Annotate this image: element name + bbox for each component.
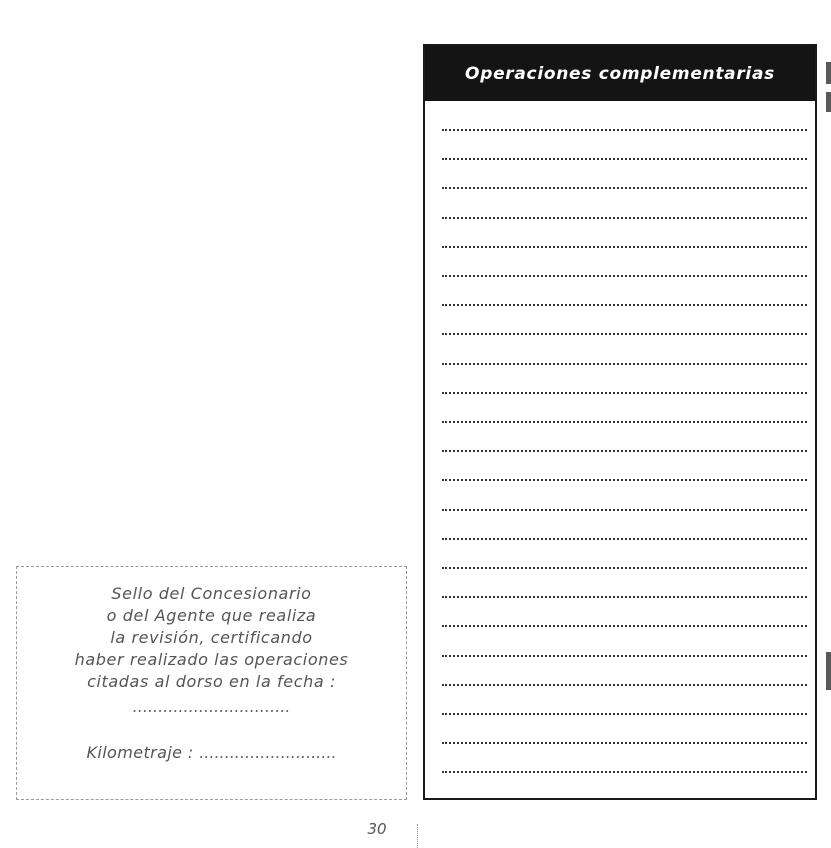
write-line [442, 655, 807, 657]
write-line [442, 363, 807, 365]
date-blank: ............................... [132, 697, 291, 716]
write-line [442, 742, 807, 744]
write-line [442, 479, 807, 481]
write-line [442, 625, 807, 627]
gutter-fold-mark [417, 824, 418, 848]
write-line [442, 567, 807, 569]
panel-header [425, 46, 815, 101]
write-line [442, 304, 807, 306]
stamp-line-5: citadas al dorso en la fecha : [87, 672, 336, 691]
write-line [442, 509, 807, 511]
write-line [442, 129, 807, 131]
stamp-line-3: la revisión, certificando [110, 628, 313, 647]
write-line [442, 217, 807, 219]
stamp-line-2: o del Agente que realiza [106, 606, 317, 625]
page-number: 30 [367, 820, 387, 838]
write-line [442, 187, 807, 189]
page-edge-mark-bottom [826, 652, 831, 690]
complementary-operations-panel [423, 44, 817, 800]
write-line [442, 392, 807, 394]
stamp-text [17, 583, 406, 693]
dealer-stamp-box [16, 566, 407, 800]
write-line [442, 246, 807, 248]
write-line [442, 450, 807, 452]
write-line [442, 771, 807, 773]
write-line [442, 158, 807, 160]
write-line [442, 684, 807, 686]
write-line [442, 713, 807, 715]
write-line [442, 596, 807, 598]
panel-title: Operaciones complementarias [465, 63, 775, 84]
write-line [442, 421, 807, 423]
stamp-line-4: haber realizado las operaciones [74, 650, 349, 669]
write-line [442, 333, 807, 335]
stamp-line-1: Sello del Concesionario [111, 584, 312, 603]
mileage-row [17, 743, 406, 762]
mileage-label: Kilometraje : [86, 743, 194, 762]
write-line [442, 275, 807, 277]
write-line [442, 538, 807, 540]
page-edge-mark-top [826, 62, 831, 84]
page-edge-mark-2 [826, 92, 831, 112]
mileage-blank: ........................... [199, 743, 337, 762]
